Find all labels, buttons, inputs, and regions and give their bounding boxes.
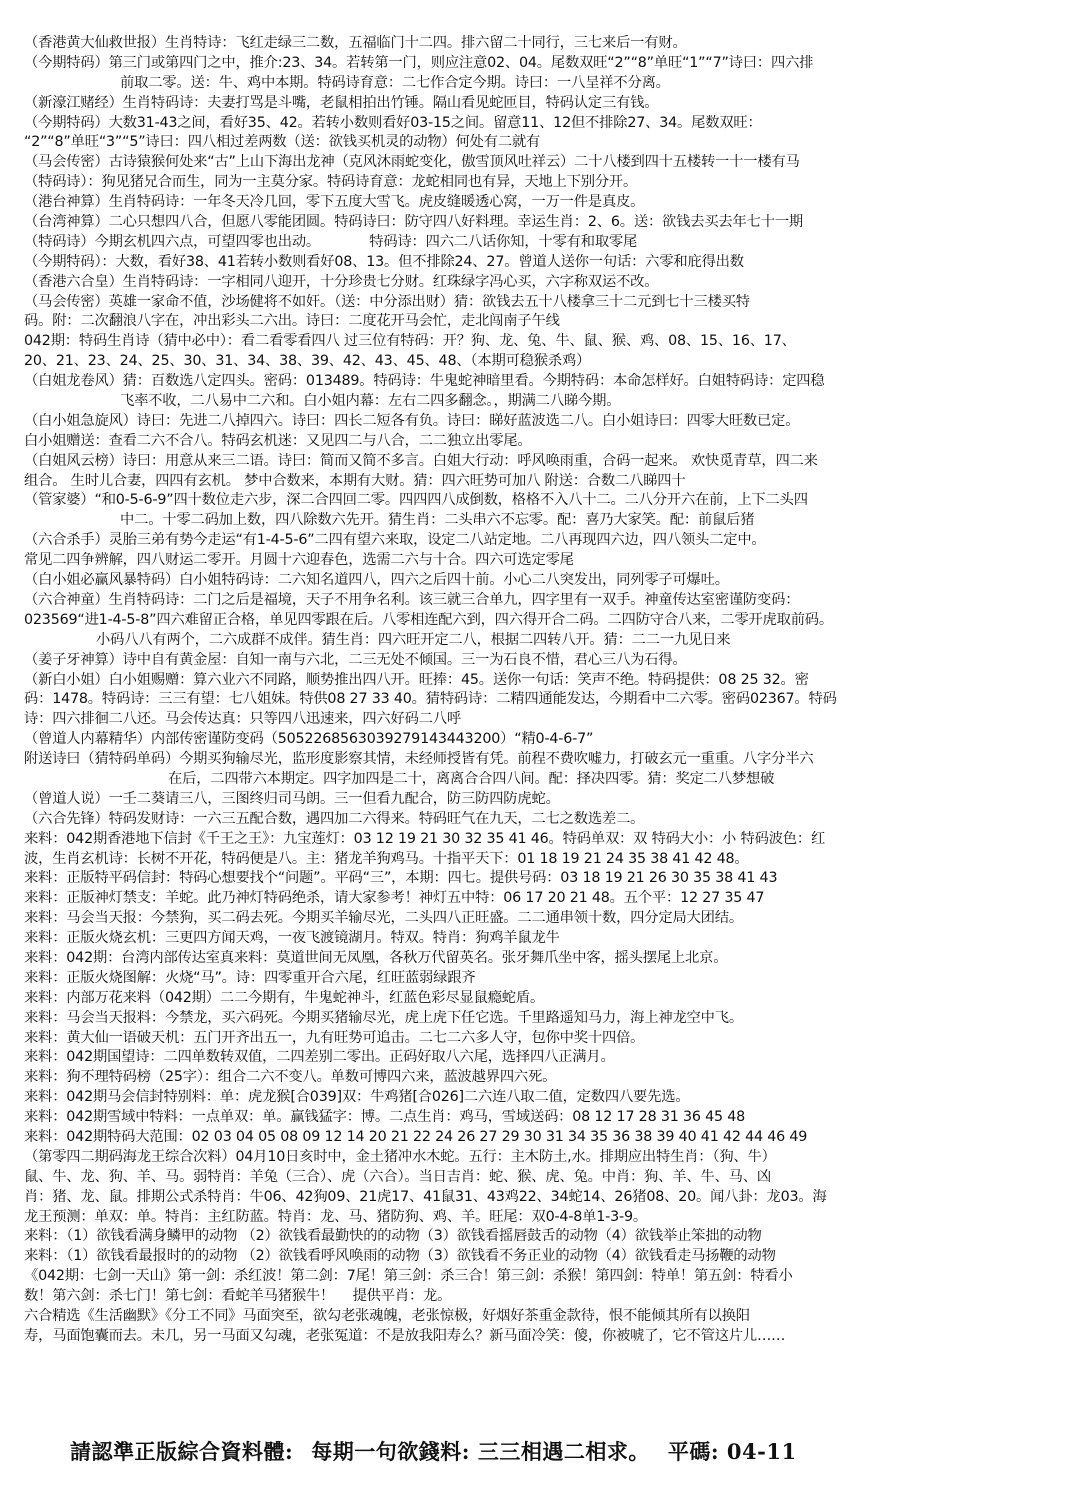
line-5: （今期特码）大数31-43之间，看好35、42。若转小数则看好03-15之间。留意11、12但不排除27、34。尾数双旺：: [24, 114, 762, 131]
line-49: 来料：内部万花来料（042期）二二今期有，牛鬼蛇神斗，红蓝色彩尽显鼠瘾蛇盾。: [24, 989, 545, 1006]
line-26: （六合杀手）灵胎三弟有势今走运“有1-4-5-6”二四有望六来取，设定二八站定地。二八再现四六边，四八领头二定中。: [24, 532, 766, 549]
line-27: 常见二四争辨解，四八财运二零开。月圆十六迎春色，选需二六与十合。四六可选定零尾: [24, 552, 574, 569]
line-38: 在后，二四带六本期定。四字加四是二十，离离合合四八间。配：择决四零。猜：奖定二八梦想破: [168, 770, 775, 787]
line-29: （六合神童）生肖特码诗：二门之后是福境，天子不用争名利。该三就三合单九，四字里有一双手。神童传达室密谨防变码：: [24, 591, 800, 608]
line-45: 来料：马会当天报：今禁狗，买二码去死。今期买羊输尽光，二头四八正旺盛。二二通串领十数，四分定局大团结。: [24, 910, 743, 927]
line-52: 来料：042期国望诗：二四单数转双值，二四差别二零出。正码好取八六尾，选择四八正满月。: [24, 1049, 615, 1066]
line-3: 前取二零。送：牛、鸡中本期。特码诗育意：二七作合定今期。诗曰：一八呈祥不分离。: [120, 74, 670, 91]
line-41: 来料：042期香港地下信封《千王之王》：九宝莲灯：03 12 19 21 30 32 35 41 46。特码单双：双 特码大小：小 特码波色：红: [24, 830, 826, 847]
line-68: [24, 1367, 1044, 1387]
line-1: （香港黄大仙救世报）生肖特诗：飞红走绿三二数，五福临门十二四。排六留二十同行，三七来后一有财。: [24, 35, 687, 51]
line-25: 中二。十零二码加上数，四八除数六先开。猜生肖：二头串六不忘零。配：喜乃大家笑。配：前鼠后猪: [120, 512, 755, 529]
line-56: 来料：042期特码大范围：02 03 04 05 08 09 12 14 20 21 22 24 26 27 29 30 31 34 35 36 38 39 40 41 42 44 46 49: [24, 1128, 808, 1145]
line-12: （今期特码）：大数，看好38、41若转小数则看好08、13。但不排除24、27。曾道人送你一句话：六零和庇得出数: [24, 253, 744, 270]
text-column: [24, 34, 1044, 1406]
line-13: （香港六合皇）生肖特码诗：一字相同八迎开，十分珍贵七分财。红珠绿字冯心买，六字称双运不改。: [24, 273, 659, 290]
footer-text: 每期一句欲錢料: 三三相遇二相求。: [311, 1439, 650, 1464]
line-48: 来料：正版火烧图解：火烧“马”。诗：四零重开合六尾，红旺蓝弱绿跟齐: [24, 969, 476, 986]
line-65: 六合精选《生活幽默》《分工不同》马面突至，欲勾老张魂魄，老张惊极，好烟好茶重金款待，恨不能倾其所有以换阳: [24, 1308, 750, 1324]
line-51: 来料：黄大仙一语破天机：五门开齐出五一，九有旺势可追击。二七二六多人守，包你中奖十四倍。: [24, 1029, 645, 1046]
footer-title: 請認準正版綜合資料體:: [70, 1439, 294, 1464]
footer-label: 平碼:: [667, 1439, 720, 1464]
line-28: （白小姐必赢风暴特码）白小姐特码诗：二六知名道四八，四六之后四十前。小心二八突发出，同列零子可爆吐。: [24, 572, 729, 589]
line-58: 鼠、牛、龙、狗、羊、马。弱特肖：羊兔（三合）、虎（六合）。当日吉肖：蛇、猴、虎、兔。中肖：狗、羊、牛、马、凶: [24, 1168, 771, 1185]
line-34: 码：1478。特码诗：三三有望：七八姐妹。特供08 27 33 40。猜特码诗：二精四通能发达，今期看中二六零。密码02367。特码: [24, 691, 837, 708]
line-35: 诗：四六排徊二八还。马会传达真：只等四八迅速来，四六好码二八呼: [24, 711, 461, 728]
line-42: 波，生肖玄机诗：长树不开花，特码便是八。主：猪龙羊狗鸡马。十指平天下：01 18 19 21 24 35 38 41 42 48。: [24, 850, 749, 867]
line-16: 042期：特码生肖诗（猜中必中）：看二看零看四八 过三位有特码：开？狗、龙、兔、牛、鼠、猴、鸡、08、15、16、17、: [24, 333, 796, 350]
line-36: （曾道人内幕精华）内部传密谨防变码（5052268563039279143443200）“精0-4-6-7”: [24, 731, 594, 748]
line-62: 来料：（1）欲钱看最报时的的动物 （2）欲钱看呼风唤雨的动物（3）欲钱看不务正业的动物（4）欲钱看走马扬鞭的动物: [24, 1248, 776, 1265]
line-22: （白姐风云榜）诗曰：用意从来三二语。诗曰：简而又简不多言。白姐大行动：呼风唤雨重，合码一起来。 欢快觅青草，四二来: [24, 452, 818, 469]
line-37: 附送诗曰（猜特码单码）今期买狗输尽光，监形度影察其情，未经师授皆有凭。前程不费吹嘘力，打破玄元一重重。八字分半六: [24, 751, 814, 768]
line-55: 来料：042期雪域中特料：一点单双：单。赢钱猛字：博。二点生肖：鸡马，雪域送码：08 12 17 28 31 36 45 48: [24, 1109, 746, 1126]
line-7: （马会传密）古诗猿猴何处来“古”上山下海出龙神（克风沐雨蛇变化，傲雪顶风吐祥云）二十八楼到四十五楼转一十一楼有马: [24, 154, 800, 171]
line-66: 寿，马面饱囊而去。未几，另一马面又勾魂，老张冤道：不是放我阳寿么？新马面冷笑：傻，你被唬了，它不管这片儿……: [24, 1327, 786, 1344]
footer-banner: [70, 1436, 1030, 1466]
line-30: 023569“进1-4-5-8”四六难留正合格，单见四零跟在后。八零相连配六到，四六得开合二码。二四防守合八来，二零开虎取前码。: [24, 611, 833, 628]
line-23: 组合。 生时儿合妻，四四有玄机。 梦中合数来，本期有大财。猜：四六旺势可加八 附送：合数二八睇四十: [24, 472, 686, 489]
line-14: （马会传密）英雄一家命不值，沙场健将不如奸。（送：中分添出财）猜：欲钱去五十八楼拿三十二元到七十三楼买特: [24, 293, 750, 310]
line-31: 小码八八有两个，二六成群不成伴。猜生肖：四六旺开定二八，根据二四转八开。猜：二二一九见日来: [96, 631, 731, 648]
line-19: 飞率不收，二八易中二六和。白小姐内幕：左右二四多翻念。，期满二八睇今期。: [120, 393, 621, 410]
line-2: （今期特码）第三门或第四门之中，推介:23、34。若转第一门，则应注意02、04。尾数双旺“2”“8”单旺“1”“7”诗曰：四六排: [24, 54, 814, 71]
line-20: （白小姐急旋风）诗曰：先进二八掉四六。诗曰：四长二短各有负。诗曰：睇好蓝波选二八。白小姐诗曰：四零大旺数已定。: [24, 412, 800, 429]
line-8: （特码诗）：狗见猪兄合而生，同为一主莫分家。特码诗育意：龙蛇相同也有异，天地上下别分开。: [24, 174, 638, 191]
line-57: （第零四二期码海龙王综合次料）04月10日亥时中，金土猪冲水木蛇。五行：主木防土,水。排期应出特生肖：（狗、牛）: [24, 1148, 776, 1165]
line-53: 来料：狗不理特码榜（25字）：组合二六不变八。单数可博四六来，蓝波越界四六死。: [24, 1069, 557, 1086]
line-10: （台湾神算）二心只想四八合，但愿八零能团圆。特码诗曰：防守四八好料理。幸运生肖：2、6。送：欲钱去买去年七十一期: [24, 214, 804, 231]
line-18: （白姐龙卷风）猜：百数选八定四头。密码：013489。特码诗：牛鬼蛇神暗里看。今期特码：本命怎样好。白姐特码诗：定四稳: [24, 373, 825, 390]
line-46: 来料：正版火烧玄机：三更四方闻天鸡，一夜飞渡镜湖月。特双。特肖：狗鸡羊鼠龙牛: [24, 930, 560, 947]
line-15: 码。附：二次翻浪八字在，冲出彩头二六出。诗曰：二度花开马会忙，走北闯南子午线: [24, 313, 560, 330]
line-47: 来料：042期：台湾内部传达室真来料：莫道世间无凤凰，各秋万代留英名。张牙舞爪坐中客，摇头摆尾上北京。: [24, 949, 728, 966]
line-54: 来料：042期马会信封特别料：单：虎龙猴[合039]双：牛鸡猪[合026]二六连八取二值，定数四八要先选。: [24, 1089, 690, 1106]
line-33: （新白小姐）白小姐赐赠：算六业六不同路，顺势推出四八开。旺捧：45。送你一句话：笑声不绝。特码提供：08 25 32。密: [24, 671, 809, 688]
line-44: 来料：正版神灯禁支：羊蛇。此乃神灯特码绝杀，请大家参考！神灯五中特：06 17 20 21 48。五个平：12 27 35 47: [24, 890, 765, 907]
line-43: 来料：正版特平码信封：特码心想要找个“问题”。平码“三”，本期：四七。提供号码：03 18 19 21 26 30 35 38 41 43: [24, 870, 778, 887]
line-64: 数！第六剑：杀七门！第七剑：看蛇羊马猪猴牛！ 提供平肖：龙。: [24, 1288, 452, 1305]
line-59: 肖：猪、龙、鼠。排期公式杀特肖：牛06、42狗09、21虎17、41鼠31、43鸡22、34蛇14、26猪08、20。闻八卦：龙03。海: [24, 1188, 827, 1205]
line-63: 《042期：七剑一天山》第一剑：杀红波！第二剑：7尾！第三剑：杀三合！第三剑：杀猴！第四剑：特单！第五剑：特看小: [24, 1268, 793, 1285]
line-21: 白小姐赠送：查看二六不合八。特码玄机迷：又见四二与八合，二二独立出零尾。: [24, 432, 532, 449]
line-32: （姜子牙神算）诗中自有黄金屋：自知一南与六北，二三无处不倾国。三一为石良不惜，君心三八为石得。: [24, 651, 687, 668]
line-11: （特码诗）今期玄机四六点，可望四零也出动。 特码诗：四六二八话你知，十零有和取零尾: [24, 233, 638, 250]
footer-value: 04-11: [726, 1439, 797, 1464]
line-9: （港台神算）生肖特码诗：一年冬天冷几回，零下五度大雪飞。虎皮缝暖透心窝，一万一件是真皮。: [24, 194, 645, 211]
line-40: （六合先锋）特码发财诗：一六三五配合数，遇四加二六得来。特码旺气在九天，二七之数选差二。: [24, 810, 645, 827]
line-69: [24, 1387, 1044, 1407]
line-61: 来料：（1）欲钱看满身鳞甲的动物 （2）欲钱看最勤快的的动物（3）欲钱看摇唇鼓舌的动物（4）欲钱举止笨拙的动物: [24, 1228, 762, 1245]
line-67: [24, 1347, 1044, 1367]
line-24: （管家婆）“和0-5-6-9”四十数位走六步，深二合四回二零。四四四八成倒数，格格不入八十二。二八分开六在前，上下二头四: [24, 492, 808, 509]
line-50: 来料：马会当天报料：今禁龙，买六码死。今期买猪输尽光，虎上虎下任它选。千里路遥知马力，海上神龙空中飞。: [24, 1009, 743, 1026]
line-6: “2”“8”单旺“3”“5”诗曰：四八相过差两数（送：欲钱买机灵的动物）何处有二就有: [24, 134, 541, 151]
line-39: （曾道人说）一壬二葵请三八，三图终归司马朗。三一但看九配合，防三防四防虎蛇。: [24, 790, 560, 807]
line-4: （新濠江赌经）生肖特码诗：夫妻打骂是斗嘴，老鼠相拍出竹锤。隔山看见蛇匝目，特码认定三有钱。: [24, 94, 659, 111]
line-60: 龙王预测：单双：单。特肖：主红防蓝。特肖：龙、马、猪防狗、鸡、羊。旺尾：双0-4-8单1-3-9。: [24, 1208, 647, 1225]
line-17: 20、21、23、24、25、30、31、34、38、39、42、43、45、48、（本期可稳猴杀鸡）: [24, 353, 591, 370]
